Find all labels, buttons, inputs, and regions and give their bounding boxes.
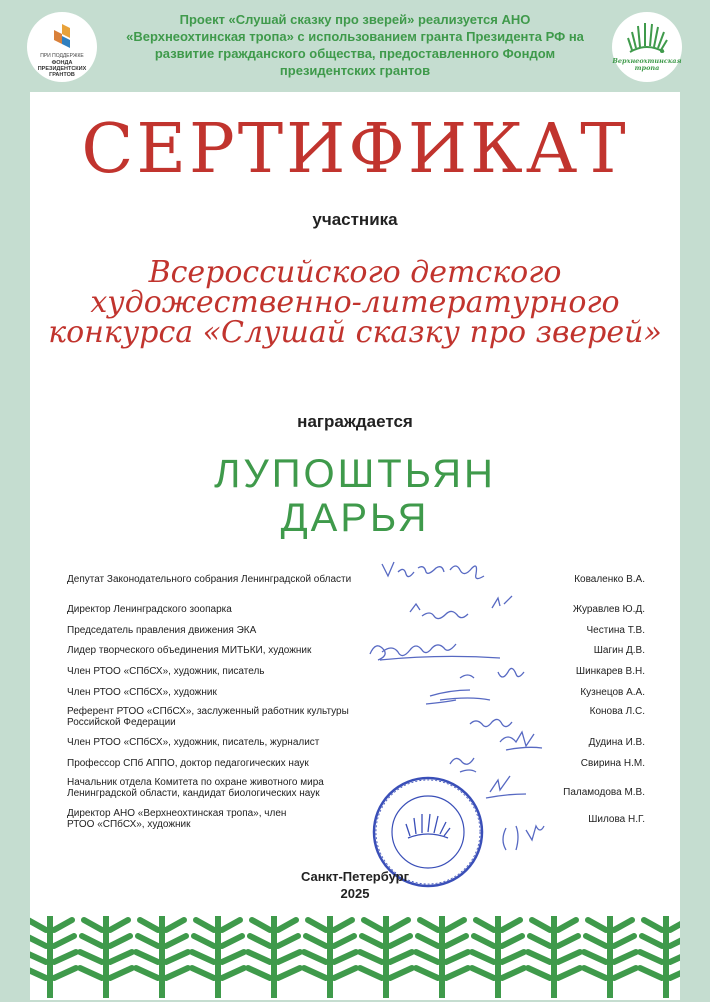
signatory-name: Коваленко В.А. bbox=[574, 574, 645, 585]
signature-mark bbox=[500, 732, 542, 750]
grants-fund-mark-icon bbox=[54, 24, 70, 48]
awarded-label: награждается bbox=[297, 412, 413, 431]
certificate-title: СЕРТИФИКАТ bbox=[81, 110, 629, 189]
signatory-position: Референт РТОО «СПбСХ», заслуженный работник культуры Российской Федерации bbox=[67, 706, 349, 728]
signatory-position: Начальник отдела Комитета по охране животного мира Ленинградской области, кандидат биологических наук bbox=[67, 777, 324, 799]
certificate-sheet bbox=[30, 92, 680, 1000]
signature-mark bbox=[460, 668, 524, 678]
signatory-name: Дудина И.В. bbox=[588, 737, 645, 748]
signatory-position: Директор АНО «Верхнеохтинская тропа», член РТОО «СПбСХ», художник bbox=[67, 808, 287, 830]
signatory-name: Кузнецов А.А. bbox=[580, 687, 645, 698]
signature-mark bbox=[450, 758, 476, 772]
grants-fund-line1: ПРИ ПОДДЕРЖКЕ bbox=[40, 53, 84, 59]
signature-mark bbox=[382, 562, 484, 579]
signatory-name: Свирина Н.М. bbox=[580, 758, 645, 769]
signature-mark bbox=[426, 690, 490, 704]
signatory-position: Член РТОО «СПбСХ», художник, писатель bbox=[67, 666, 265, 677]
pine-tree-pattern-icon bbox=[30, 912, 680, 1002]
city-and-year bbox=[30, 868, 680, 902]
signature-mark bbox=[370, 644, 500, 660]
signatory-name: Шагин Д.В. bbox=[593, 645, 645, 656]
signature-mark bbox=[470, 719, 512, 726]
hedgehog-logo bbox=[612, 12, 682, 82]
grants-fund-line2: ФОНДА ПРЕЗИДЕНТСКИХ ГРАНТОВ bbox=[37, 60, 87, 78]
city: Санкт-Петербург bbox=[300, 869, 410, 884]
awardee-first-name: ДАРЬЯ bbox=[280, 496, 430, 540]
signature-mark bbox=[503, 826, 544, 850]
signatory-name: Журавлев Ю.Д. bbox=[572, 604, 645, 615]
hedgehog-logo-caption: Верхнеохтинская тропа bbox=[612, 57, 682, 72]
signatory-position: Член РТОО «СПбСХ», художник, писатель, журналист bbox=[67, 737, 320, 748]
signatory-name: Паламодова М.В. bbox=[563, 787, 645, 798]
presidential-grants-fund-logo bbox=[27, 12, 97, 82]
signature-mark bbox=[486, 776, 526, 798]
signatory-position: Член РТОО «СПбСХ», художник bbox=[67, 687, 217, 698]
signatory-name: Конова Л.С. bbox=[589, 706, 645, 717]
signatory-position: Лидер творческого объединения МИТЬКИ, художник bbox=[67, 645, 312, 656]
signatory-name: Шилова Н.Г. bbox=[588, 814, 645, 825]
signature-mark bbox=[492, 596, 512, 608]
signatory-position: Директор Ленинградского зоопарка bbox=[67, 604, 232, 615]
signatory-position: Профессор СПб АППО, доктор педагогических наук bbox=[67, 758, 309, 769]
signature-mark bbox=[410, 604, 468, 619]
signatory-position: Депутат Законодательного собрания Ленинградской области bbox=[67, 574, 352, 585]
year: 2025 bbox=[340, 886, 370, 901]
signatory-name: Шинкарев В.Н. bbox=[575, 666, 645, 677]
contest-name: Всероссийского детского художественно-литературного конкурса «Слушай сказку про зверей» bbox=[48, 255, 662, 350]
handwritten-signatures bbox=[30, 92, 680, 892]
signatory-name: Честина Т.В. bbox=[586, 625, 645, 636]
awardee-last-name: ЛУПОШТЬЯН bbox=[214, 452, 496, 496]
participant-label: участника bbox=[312, 210, 398, 229]
hedgehog-icon bbox=[622, 18, 672, 58]
signatory-position: Председатель правления движения ЭКА bbox=[67, 625, 257, 636]
header-project-text: Проект «Слушай сказку про зверей» реализуется АНО «Верхнеохтинская тропа» с использованием гранта Президента РФ на развитие гражданского общества, предоставленного Фондом президентских грантов bbox=[126, 12, 584, 78]
